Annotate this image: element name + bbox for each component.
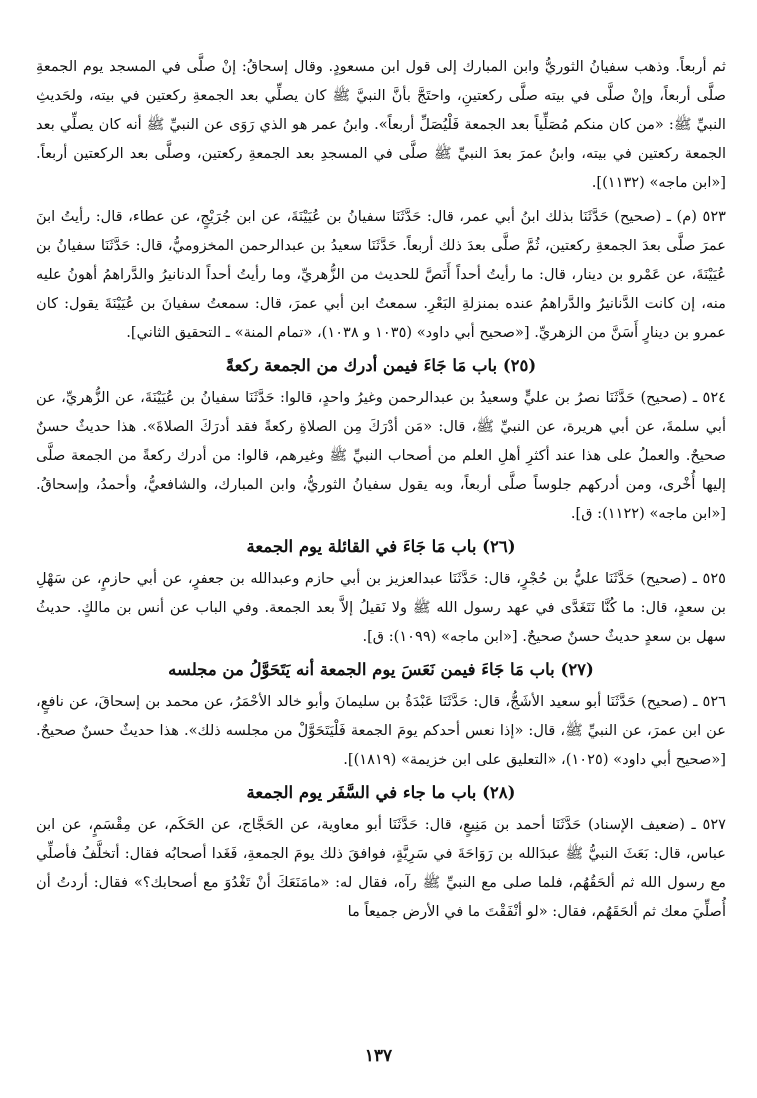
- hadith-523: ٥٢٣ (م) ـ (صحيح) حَدَّثَنَا بذلك ابنُ أبي عمر، قال: حَدَّثَنَا سفيانُ بن عُيَيْنَةَ، عن ابن جُرَيْجٍ، عن عطاء، قال: رأيتُ ابنَ عمرَ صلَّى بعدَ الجمعةِ ركعتين، ثُمَّ صلَّى بعدَ ذلك أربعاً. حَدَّثَنَا سعيدُ بن عبدالرحمن المخزوميُّ، قال: حَدَّثَنَا سفيانُ بن عُيَيْنَةَ، عن عَمْرو بن دينار، قال: ما رأيتُ أحداً أَنَصَّ للحديث من الزُّهريِّ، وما رأيتُ أحداً الدنانيرُ والدَّراهمُ أهونُ عليه منه، إن كانت الدَّنانيرُ والدَّراهمُ عنده بمنزلةِ البَعْرِ. سمعتُ ابن أبي عمرَ، قال: سمعتُ سفيانَ بن عُيَيْنَةَ يقول: كان عمرو بن دينارٍ أَسَنَّ من الزهريِّ. [«صحيح أبي داود» (١٠٣٥ و ١٠٣٨)، «تمام المنة» ـ التحقيق الثاني].: [36, 208, 726, 341]
- chapter-heading-27: (٢٧) باب مَا جَاءَ فيمن نَعَسَ يوم الجمعة أنه يَتَحَوَّلُ من مجلسه: [168, 660, 594, 679]
- hadith-527: ٥٢٧ ـ (ضعيف الإسناد) حَدَّثَنَا أحمد بن مَنِيعٍ، قال: حَدَّثَنَا أبو معاوية، عن الحَجَّاج، عن الحَكَم، عن مِقْسَمٍ، عن ابن عباس، قال: بَعَثَ النبيُّ ﷺ عبدَالله بن رَوَاحَةَ في سَرِيَّةٍ، فوافقَ ذلك يومَ الجمعةِ، فَغَدا أصحابُه فقال: أتخلَّفُ فأصلِّي مع رسول الله ثم ألحَقُهُم، فلما صلى مع النبيِّ ﷺ رآه، فقال له: «مامَنَعَكَ أنْ تَغْدُوَ مع أصحابك؟» فقال: أردتُ أن أُصلِّيَ معك ثم ألحَقَهُم، فقال: «لو أنْفَقْتَ ما في الأرض جميعاً ما: [36, 816, 726, 920]
- page-content: [36, 52, 726, 931]
- hadith-524: ٥٢٤ ـ (صحيح) حَدَّثَنَا نصرُ بن عليٍّ وسعيدُ بن عبدالرحمن وغيرُ واحدٍ، قالوا: حَدَّثَنَا سفيانُ بن عُيَيْنَةَ، عن الزُّهريِّ، عن أبي سلمةَ، عن أبي هريرة، عن النبيِّ ﷺ، قال: «مَن أدْرَكَ مِن الصلاةِ ركعةً فقد أدرَكَ الصلاةَ». هذا حديثٌ حسنٌ صحيحٌ. والعملُ على هذا عند أكثرِ أهلِ العلم من أصحاب النبيِّ ﷺ وغيرهم، قالوا: من أدرك ركعةً من الجمعة صلَّى إليها أُخْرى، ومن أدركهم جلوساً صلَّى أربعاً، وبه يقول سفيانُ الثوريُّ، وابن المبارك، والشافعيُّ، وأحمدُ، وإسحاقُ. [«ابن ماجه» (١١٢٢): ق].: [36, 389, 726, 522]
- hadith-526: ٥٢٦ ـ (صحيح) حَدَّثَنَا أبو سعيد الأشَجُّ، قال: حَدَّثَنَا عَبْدَةُ بن سليمانَ وأبو خالد الأحْمَرُ، عن محمد بن إسحاقَ، عن نافعٍ، عن ابن عمرَ، عن النبيِّ ﷺ، قال: «إذا نعس أحدكم يومَ الجمعة فَلْيَتَحَوَّلْ من مجلسه ذلك». هذا حديثٌ حسنٌ صحيحٌ. [«صحيح أبي داود» (١٠٢٥)، «التعليق على ابن خزيمة» (١٨١٩)].: [36, 693, 726, 768]
- page-number: ١٣٧: [364, 1046, 393, 1066]
- chapter-heading-25: (٢٥) باب مَا جَاءَ فيمن أدرك من الجمعة ركعةً: [225, 356, 537, 375]
- chapter-heading-26: (٢٦) باب مَا جَاءَ في القائلة يوم الجمعة: [246, 537, 516, 556]
- hadith-525: ٥٢٥ ـ (صحيح) حَدَّثَنَا عليُّ بن حُجْرٍ، قال: حَدَّثَنَا عبدالعزيز بن أبي حازم وعبدالله بن جعفرٍ، عن أبي حازمٍ، عن سَهْلِ بن سعدٍ، قال: ما كُنَّا نَتَغَدَّى في عهد رسول الله ﷺ ولا نَقيلُ إلاَّ بعد الجمعة. وفي الباب عن أنس بن مالكٍ. حديثُ سهل بن سعدٍ حديثٌ حسنٌ صحيحٌ. [«ابن ماجه» (١٠٩٩): ق].: [36, 570, 726, 645]
- paragraph-intro: ثم أربعاً. وذهب سفيانُ الثوريُّ وابن المبارك إلى قول ابن مسعودٍ. وقال إسحاقُ: إنْ صلَّى في المسجد يوم الجمعةِ صلَّى أربعاً، وإنْ صلَّى في بيته صلَّى ركعتينِ، واحتَجَّ بأنَّ النبيَّ ﷺ كان يصلِّي بعد الجمعةِ ركعتين في بيته، ولحَديثِ النبيِّ ﷺ: «من كان منكم مُصَلِّياً بعد الجمعة فَلْيُصَلِّ أربعاً». وابنُ عمر هو الذي رَوَى عن النبيِّ ﷺ أنه كان يصلِّي بعد الجمعة ركعتين في بيته، وابنُ عمرَ بعدَ النبيِّ ﷺ صلَّى في المسجدِ بعد الجمعةِ ركعتين، وصلَّى بعد الركعتين أربعاً. [«ابن ماجه» (١١٣٢)].: [36, 58, 726, 191]
- chapter-heading-28: (٢٨) باب ما جاء في السَّفَر يوم الجمعة: [246, 783, 516, 802]
